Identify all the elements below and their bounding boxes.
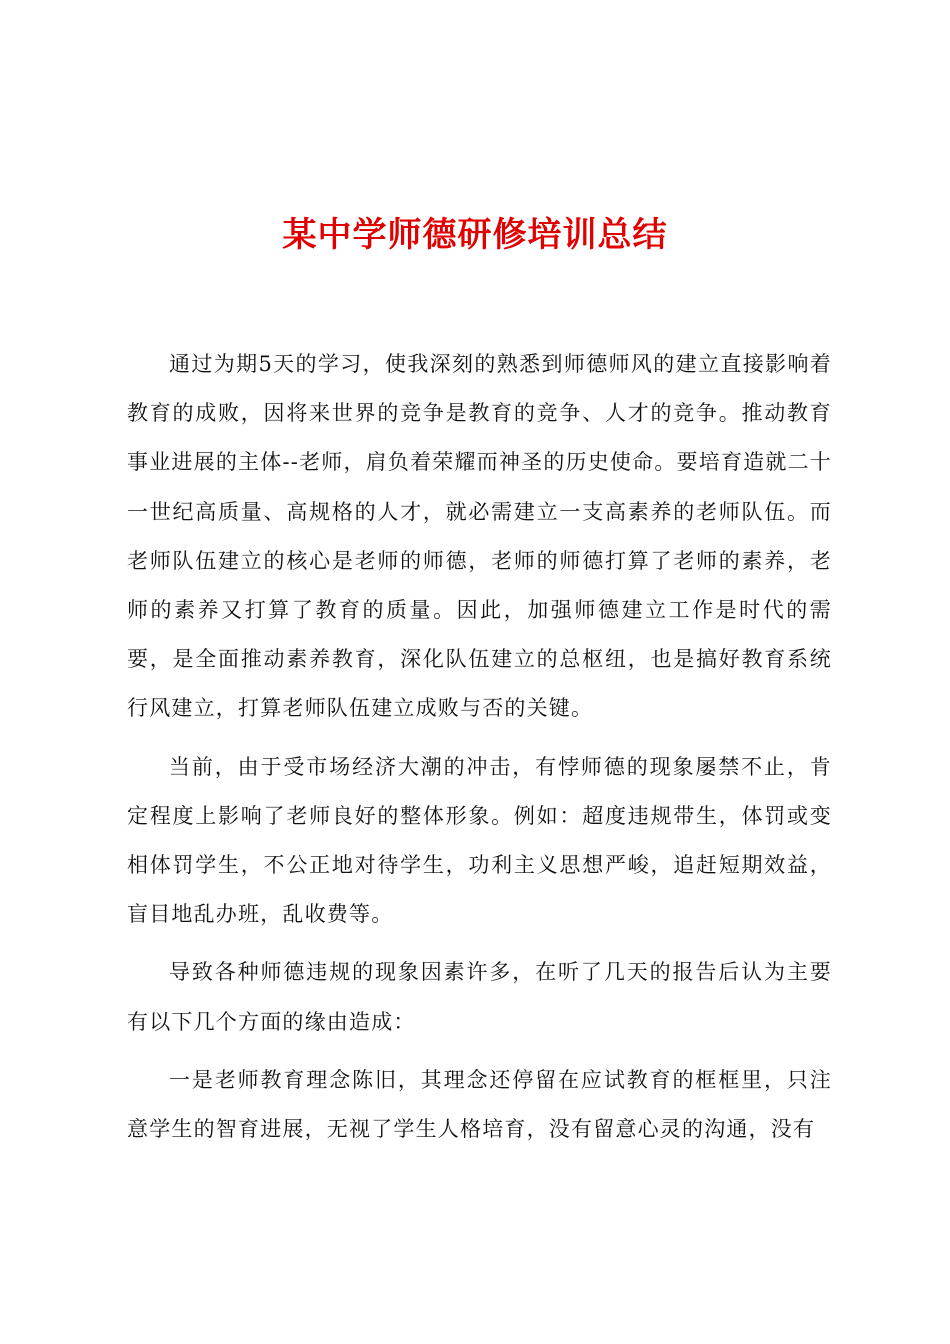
paragraph-1: 通过为期5天的学习，使我深刻的熟悉到师德师风的建立直接影响着教育的成败，因将来世界的竞争是教育的竞争、人才的竞争。推动教育事业进展的主体--老师，肩负着荣耀而神圣的历史使命。要培育造就二十一世纪高质量、高规格的人才，就必需建立一支高素养的老师队伍。而老师队伍建立的核心是老师的师德，老师的师德打算了老师的素养，老师的素养又打算了教育的质量。因此，加强师德建立工作是时代的需要，是全面推动素养教育，深化队伍建立的总枢纽，也是搞好教育系统行风建立，打算老师队伍建立成败与否的关键。 <box>127 352 832 721</box>
paragraph-3: 导致各种师德违规的现象因素许多，在听了几天的报告后认为主要有以下几个方面的缘由造成： <box>127 960 832 1034</box>
paragraph-4: 一是老师教育理念陈旧，其理念还停留在应试教育的框框里，只注意学生的智育进展，无视了学生人格培育，没有留意心灵的沟通，没有 <box>127 1067 832 1142</box>
paragraph-2: 当前，由于受市场经济大潮的冲击，有悖师德的现象屡禁不止，肯定程度上影响了老师良好的整体形象。例如：超度违规带生，体罚或变相体罚学生，不公正地对待学生，功利主义思想严峻，追赶短期效益，盲目地乱办班，乱收费等。 <box>127 754 832 927</box>
document-title: 某中学师德研修培训总结 <box>282 215 668 255</box>
document-body <box>127 340 832 1163</box>
